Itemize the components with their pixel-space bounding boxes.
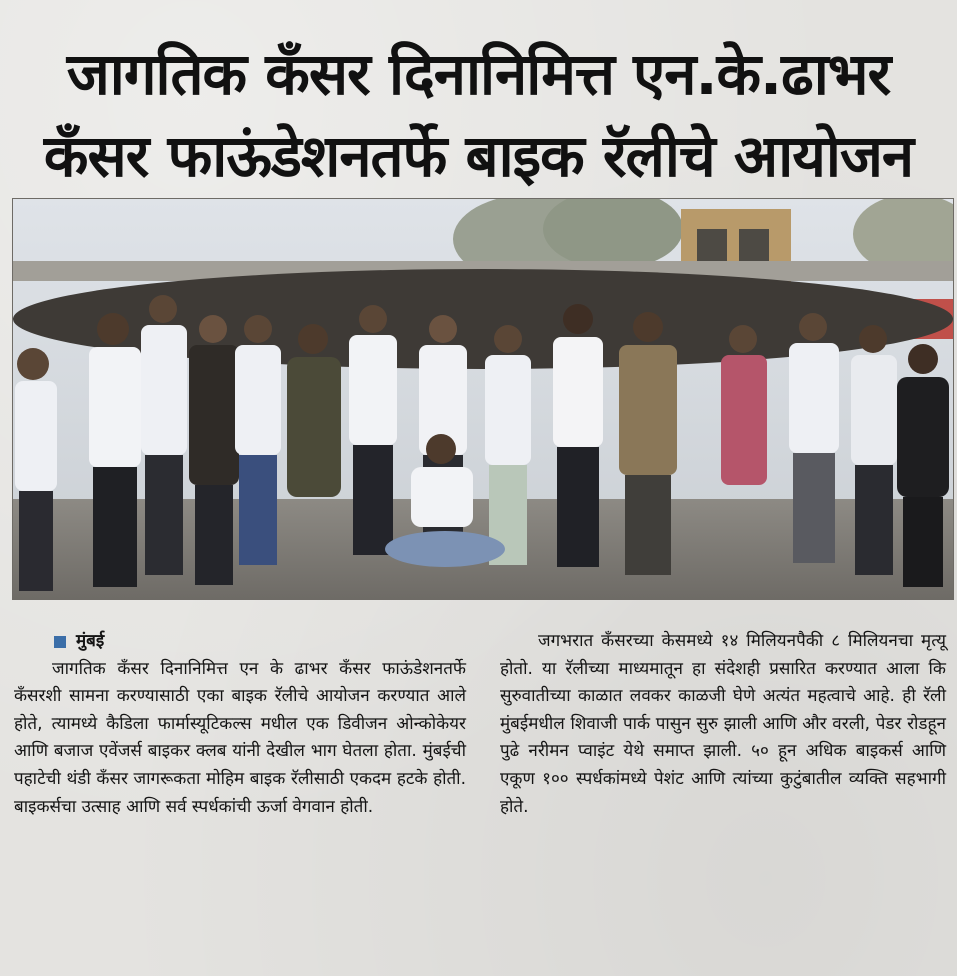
headline — [0, 33, 957, 197]
person — [485, 325, 531, 565]
group-photo — [12, 198, 954, 600]
person — [141, 295, 187, 575]
person — [789, 313, 839, 563]
person — [553, 304, 603, 567]
article-paragraph: जगभरात कँसरच्या केसमध्ये १४ मिलियनपैकी ८ मिलियनचा मृत्यू होतो. या रॅलीच्या माध्यमातून हा संदेशही प्रसारित करण्यात आला कि सुरुवातीच्या काळात लवकर काळजी घेणे अत्यंत महत्वाचे आहे. ही रॅली मुंबईमधील शिवाजी पार्क पासुन सुरु झाली आणि और वरली, पेडर रोडहून पुढे नरीमन प्वाइंट येथे समाप्त झाली. ५० हून अधिक बाइकर्स आणि एकूण १०० स्पर्धकांमध्ये पेशंट आणि त्यांच्या कुटुंबातील व्यक्ति सहभागी होते. — [500, 631, 946, 817]
person — [619, 312, 677, 575]
group-photo-illustration — [13, 199, 953, 599]
headline-line-2: कँसर फाऊंडेशनतर्फे बाइक रॅलीचे आयोजन — [43, 122, 914, 191]
article-column-left — [14, 628, 466, 821]
person — [235, 315, 281, 565]
person — [851, 325, 897, 575]
article-paragraph: जागतिक कँसर दिनानिमित्त एन के ढाभर कँसर फाऊंडेशनतर्फे कँसरशी सामना करण्यासाठी एका बाइक रॅलीचे आयोजन करण्यात आले होते, त्यामध्ये कैडिला फार्मास्यूटिकल्स मधील एक डिवीजन ओन्कोकेयर आणि बजाज एवेंजर्स बाइकर क्लब यांनी देखील भाग घेतला होता. मुंबईची पहाटेची थंडी कँसर जागरूकता मोहिम बाइक रॅलीसाठी एकदम हटके होती. बाइकर्सचा उत्साह आणि सर्व स्पर्धकांची ऊर्जा वेगवान होती. — [14, 658, 466, 817]
dateline — [54, 628, 466, 656]
person — [89, 313, 141, 587]
person — [189, 315, 239, 585]
dateline-text: मुंबई — [76, 631, 105, 651]
person — [897, 344, 949, 587]
square-bullet-icon — [54, 636, 66, 648]
article-column-right — [500, 628, 946, 821]
person — [15, 348, 57, 591]
headline-line-1: जागतिक कँसर दिनानिमित्त एन.के.ढाभर — [66, 40, 891, 109]
person — [349, 305, 397, 555]
